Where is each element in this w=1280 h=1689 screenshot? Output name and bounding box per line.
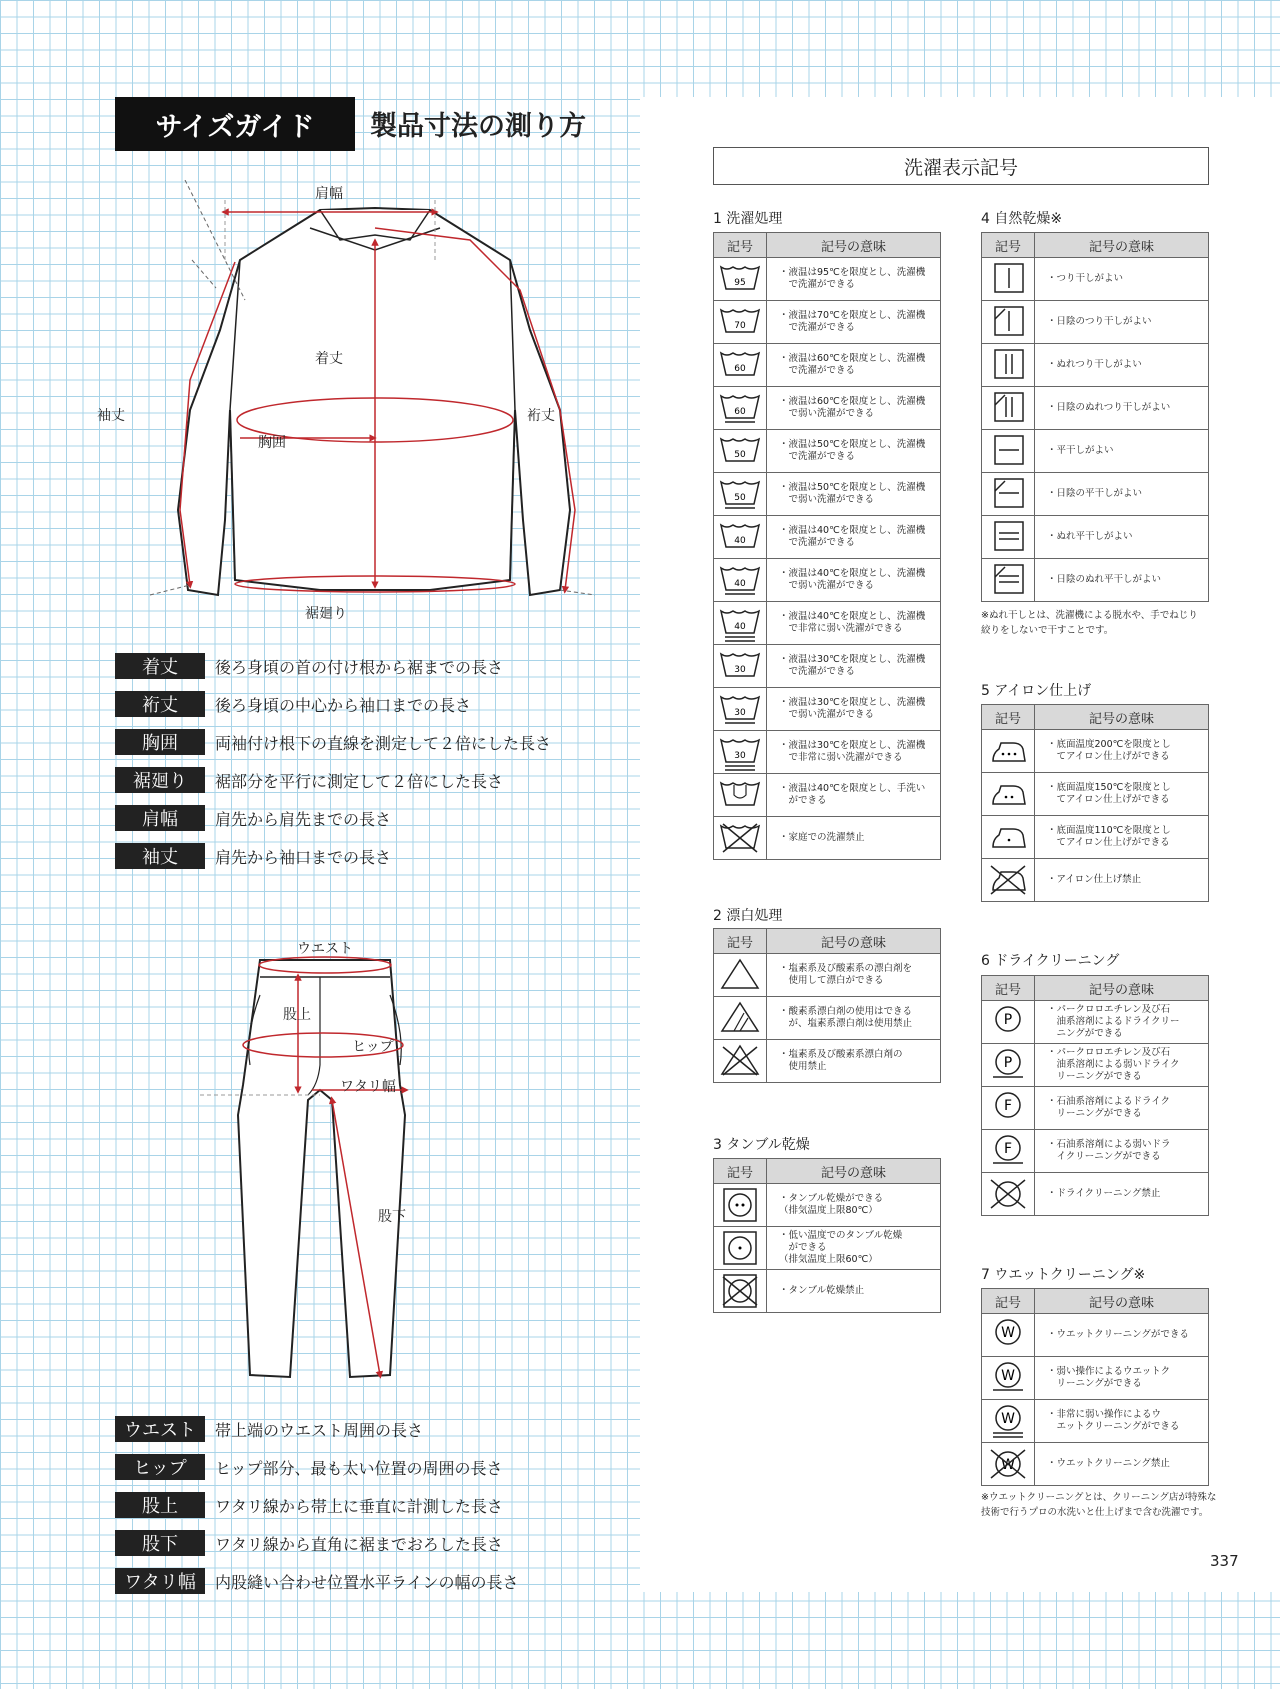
meaning-text: ・液温は30℃を限度とし、洗濯機 で非常に弱い洗濯ができる — [767, 731, 941, 774]
col-meaning: 記号の意味 — [767, 929, 941, 954]
circle-icon — [985, 1358, 1031, 1398]
table-row — [982, 1044, 1209, 1087]
section-title-washing: 1 洗濯処理 — [713, 211, 783, 227]
svg-text:W: W — [1001, 1411, 1015, 1427]
table-dry — [981, 975, 1209, 1216]
meaning-text: ・底面温度110℃を限度とし てアイロン仕上げができる — [1035, 816, 1209, 859]
meaning-text: ・ウエットクリーニング禁止 — [1035, 1443, 1209, 1486]
table-row — [982, 1130, 1209, 1173]
table-bleach — [713, 928, 941, 1083]
table-row — [982, 816, 1209, 859]
circle-icon — [985, 1045, 1031, 1085]
meaning-text: ・タンブル乾燥ができる （排気温度上限80℃） — [767, 1184, 941, 1227]
table-row — [982, 1087, 1209, 1130]
meaning-text: ・塩素系及び酸素系漂白剤の 使用禁止 — [767, 1040, 941, 1083]
def-hem: 裾廻り 裾部分を平行に測定して２倍にした長さ — [115, 767, 503, 793]
label-length: 着丈 — [315, 351, 343, 367]
meaning-text: ・日陰の平干しがよい — [1035, 473, 1209, 516]
meaning-text: ・弱い操作によるウエットク リーニングができる — [1035, 1357, 1209, 1400]
label-rise: 股上 — [283, 1007, 311, 1023]
jacket-illustration — [90, 180, 610, 620]
col-meaning: 記号の意味 — [767, 1159, 941, 1184]
line-icon — [985, 259, 1031, 299]
flat-shade-icon — [985, 474, 1031, 514]
meaning-text: ・ドライクリーニング禁止 — [1035, 1173, 1209, 1216]
col-meaning: 記号の意味 — [1035, 233, 1209, 258]
svg-text:40: 40 — [734, 579, 746, 589]
meaning-text: ・パークロロエチレン及び石 油系溶剤によるドライクリー ニングができる — [1035, 1001, 1209, 1044]
label-chest: 胸囲 — [258, 435, 286, 451]
wash-icon — [717, 646, 763, 686]
col-meaning: 記号の意味 — [1035, 1289, 1209, 1314]
wetflat-shade-icon — [985, 560, 1031, 600]
table-row — [982, 387, 1209, 430]
svg-text:60: 60 — [734, 364, 746, 374]
svg-text:F: F — [1003, 1098, 1013, 1114]
meaning-text: ・液温は30℃を限度とし、洗濯機 で洗濯ができる — [767, 645, 941, 688]
wash-icon — [717, 689, 763, 729]
iron-icon — [985, 817, 1031, 857]
meaning-text: ・パークロロエチレン及び石 油系溶剤による弱いドライク リーニングができる — [1035, 1044, 1209, 1087]
page-number: 337 — [1210, 1552, 1239, 1570]
table-row — [714, 731, 941, 774]
section-title-bleach: 2 漂白処理 — [713, 908, 783, 924]
bleach-no-icon — [717, 1041, 763, 1081]
meaning-text: ・ぬれつり干しがよい — [1035, 344, 1209, 387]
table-row — [714, 997, 941, 1040]
table-row — [714, 817, 941, 860]
section-title-dry: 6 ドライクリーニング — [981, 953, 1120, 969]
col-meaning: 記号の意味 — [1035, 976, 1209, 1001]
svg-text:50: 50 — [734, 493, 746, 503]
note-wet: ※ウエットクリーニングとは、クリーニング店が特殊な 技術で行うプロの水洗いと仕上げまで含む洗濯です。 — [981, 1492, 1217, 1518]
iron-icon — [985, 731, 1031, 771]
meaning-text: ・液温は40℃を限度とし、手洗い ができる — [767, 774, 941, 817]
table-row — [714, 516, 941, 559]
label-shoulder: 肩幅 — [315, 186, 343, 202]
label-thigh: ワタリ幅 — [340, 1079, 396, 1095]
table-row — [714, 954, 941, 997]
wash-icon — [717, 302, 763, 342]
meaning-text: ・非常に弱い操作によるウ エットクリーニングができる — [1035, 1400, 1209, 1443]
col-meaning: 記号の意味 — [1035, 705, 1209, 730]
drip-icon — [985, 345, 1031, 385]
nowash-icon — [717, 818, 763, 858]
section-title-wet: 7 ウエットクリーニング※ — [981, 1267, 1146, 1283]
label-hem: 裾廻り — [305, 606, 347, 622]
label-sleeve: 袖丈 — [97, 408, 125, 424]
table-row — [714, 559, 941, 602]
svg-text:30: 30 — [734, 665, 746, 675]
def-waist: ウエスト 帯上端のウエスト周囲の長さ — [115, 1416, 423, 1442]
def-length: 着丈 後ろ身頃の首の付け根から裾までの長さ — [115, 653, 503, 679]
col-symbol: 記号 — [982, 976, 1035, 1001]
table-row — [714, 387, 941, 430]
table-row — [982, 344, 1209, 387]
table-row — [982, 1357, 1209, 1400]
tumble-no-icon — [717, 1271, 763, 1311]
wash-icon — [717, 431, 763, 471]
col-symbol: 記号 — [714, 929, 767, 954]
table-row — [714, 301, 941, 344]
col-symbol: 記号 — [714, 1159, 767, 1184]
def-thigh: ワタリ幅 内股縫い合わせ位置水平ラインの幅の長さ — [115, 1568, 519, 1594]
page-title-box — [115, 97, 355, 151]
def-inseam: 股下 ワタリ線から直角に裾までおろした長さ — [115, 1530, 503, 1556]
iron-icon — [985, 774, 1031, 814]
meaning-text: ・石油系溶剤によるドライク リーニングができる — [1035, 1087, 1209, 1130]
bleach-icon — [717, 955, 763, 995]
handwash-icon — [717, 775, 763, 815]
table-row — [982, 516, 1209, 559]
meaning-text: ・液温は95℃を限度とし、洗濯機 で洗濯ができる — [767, 258, 941, 301]
table-row — [714, 430, 941, 473]
svg-text:70: 70 — [734, 321, 746, 331]
col-symbol: 記号 — [982, 233, 1035, 258]
table-natural — [981, 232, 1209, 602]
label-yuki: 裄丈 — [527, 408, 555, 424]
def-hip: ヒップ ヒップ部分、最も太い位置の周囲の長さ — [115, 1454, 503, 1480]
meaning-text: ・液温は40℃を限度とし、洗濯機 で洗濯ができる — [767, 516, 941, 559]
circle-icon — [985, 1131, 1031, 1171]
col-symbol: 記号 — [982, 1289, 1035, 1314]
wash-icon — [717, 732, 763, 772]
meaning-text: ・液温は70℃を限度とし、洗濯機 で洗濯ができる — [767, 301, 941, 344]
wash-icon — [717, 345, 763, 385]
flat-icon — [985, 431, 1031, 471]
wash-icon — [717, 259, 763, 299]
legend-title: 洗濯表示記号 — [713, 147, 1209, 185]
circle-icon — [985, 1088, 1031, 1128]
table-row — [982, 559, 1209, 602]
line-shade-icon — [985, 302, 1031, 342]
svg-text:95: 95 — [734, 278, 746, 288]
meaning-text: ・液温は30℃を限度とし、洗濯機 で弱い洗濯ができる — [767, 688, 941, 731]
wash-icon — [717, 474, 763, 514]
meaning-text: ・液温は60℃を限度とし、洗濯機 で弱い洗濯ができる — [767, 387, 941, 430]
wetflat-icon — [985, 517, 1031, 557]
meaning-text: ・タンブル乾燥禁止 — [767, 1270, 941, 1313]
meaning-text: ・石油系溶剤による弱いドラ イクリーニングができる — [1035, 1130, 1209, 1173]
svg-text:W: W — [1001, 1325, 1015, 1341]
drip-shade-icon — [985, 388, 1031, 428]
meaning-text: ・塩素系及び酸素系の漂白剤を 使用して漂白ができる — [767, 954, 941, 997]
table-row — [982, 258, 1209, 301]
meaning-text: ・酸素系漂白剤の使用はできる が、塩素系漂白剤は使用禁止 — [767, 997, 941, 1040]
table-row — [982, 301, 1209, 344]
label-inseam: 股下 — [378, 1209, 406, 1225]
svg-text:30: 30 — [734, 751, 746, 761]
def-chest: 胸囲 両袖付け根下の直線を測定して２倍にした長さ — [115, 729, 551, 755]
table-row — [982, 1400, 1209, 1443]
table-row — [714, 688, 941, 731]
wash-icon — [717, 388, 763, 428]
table-iron — [981, 704, 1209, 902]
table-row — [714, 1184, 941, 1227]
meaning-text: ・日陰のぬれつり干しがよい — [1035, 387, 1209, 430]
page-subtitle: 製品寸法の測り方 — [370, 111, 586, 142]
table-row — [982, 1443, 1209, 1486]
label-waist: ウエスト — [297, 941, 353, 957]
meaning-text: ・液温は50℃を限度とし、洗濯機 で弱い洗濯ができる — [767, 473, 941, 516]
svg-text:P: P — [1003, 1012, 1013, 1028]
table-row — [714, 774, 941, 817]
section-title-natural: 4 自然乾燥※ — [981, 211, 1063, 227]
meaning-text: ・日陰のぬれ平干しがよい — [1035, 559, 1209, 602]
meaning-text: ・底面温度150℃を限度とし てアイロン仕上げができる — [1035, 773, 1209, 816]
wash-icon — [717, 560, 763, 600]
circle-w-no-icon — [985, 1444, 1031, 1484]
iron-no-icon — [985, 860, 1031, 900]
table-wet — [981, 1288, 1209, 1486]
table-row — [714, 1227, 941, 1270]
svg-text:P: P — [1003, 1055, 1013, 1071]
meaning-text: ・低い温度でのタンブル乾燥 ができる （排気温度上限60℃） — [767, 1227, 941, 1270]
circle-icon — [985, 1002, 1031, 1042]
wash-icon — [717, 603, 763, 643]
table-row — [714, 344, 941, 387]
table-row — [714, 1270, 941, 1313]
meaning-text: ・つり干しがよい — [1035, 258, 1209, 301]
col-meaning: 記号の意味 — [767, 233, 941, 258]
svg-text:40: 40 — [734, 622, 746, 632]
meaning-text: ・液温は40℃を限度とし、洗濯機 で非常に弱い洗濯ができる — [767, 602, 941, 645]
table-row — [982, 430, 1209, 473]
col-symbol: 記号 — [714, 233, 767, 258]
section-title-iron: 5 アイロン仕上げ — [981, 683, 1092, 699]
meaning-text: ・液温は40℃を限度とし、洗濯機 で弱い洗濯ができる — [767, 559, 941, 602]
svg-text:F: F — [1003, 1141, 1013, 1157]
meaning-text: ・底面温度200℃を限度とし てアイロン仕上げができる — [1035, 730, 1209, 773]
table-row — [982, 773, 1209, 816]
meaning-text: ・家庭での洗濯禁止 — [767, 817, 941, 860]
table-row — [982, 473, 1209, 516]
table-row — [982, 730, 1209, 773]
table-row — [982, 1001, 1209, 1044]
label-hip: ヒップ — [352, 1039, 394, 1055]
meaning-text: ・液温は60℃を限度とし、洗濯機 で洗濯ができる — [767, 344, 941, 387]
svg-text:W: W — [1001, 1457, 1015, 1473]
table-row — [714, 473, 941, 516]
def-yuki: 裄丈 後ろ身頃の中心から袖口までの長さ — [115, 691, 471, 717]
def-rise: 股上 ワタリ線から帯上に垂直に計測した長さ — [115, 1492, 503, 1518]
svg-text:60: 60 — [734, 407, 746, 417]
table-row — [714, 1040, 941, 1083]
page-title: サイズガイド — [155, 111, 315, 143]
table-row — [714, 258, 941, 301]
meaning-text: ・ウエットクリーニングができる — [1035, 1314, 1209, 1357]
col-symbol: 記号 — [982, 705, 1035, 730]
table-row — [714, 645, 941, 688]
bleach-oxy-icon — [717, 998, 763, 1038]
svg-text:W: W — [1001, 1368, 1015, 1384]
svg-text:30: 30 — [734, 708, 746, 718]
meaning-text: ・液温は50℃を限度とし、洗濯機 で洗濯ができる — [767, 430, 941, 473]
circle-icon — [985, 1315, 1031, 1355]
meaning-text: ・ぬれ平干しがよい — [1035, 516, 1209, 559]
meaning-text: ・アイロン仕上げ禁止 — [1035, 859, 1209, 902]
table-washing — [713, 232, 941, 860]
tumble2-icon — [717, 1185, 763, 1225]
def-sleeve: 袖丈 肩先から袖口までの長さ — [115, 843, 391, 869]
table-row — [982, 859, 1209, 902]
circle-icon — [985, 1401, 1031, 1441]
circle-no-icon — [985, 1174, 1031, 1214]
svg-text:50: 50 — [734, 450, 746, 460]
table-row — [982, 1173, 1209, 1216]
svg-text:40: 40 — [734, 536, 746, 546]
def-shoulder: 肩幅 肩先から肩先までの長さ — [115, 805, 391, 831]
meaning-text: ・平干しがよい — [1035, 430, 1209, 473]
table-row — [714, 602, 941, 645]
table-tumble — [713, 1158, 941, 1313]
section-title-tumble: 3 タンブル乾燥 — [713, 1137, 810, 1153]
table-row — [982, 1314, 1209, 1357]
tumble1-icon — [717, 1228, 763, 1268]
meaning-text: ・日陰のつり干しがよい — [1035, 301, 1209, 344]
pants-illustration — [200, 935, 460, 1385]
note-natural: ※ぬれ干しとは、洗濯機による脱水や、手でねじり 絞りをしないで干すことです。 — [981, 610, 1198, 636]
wash-icon — [717, 517, 763, 557]
